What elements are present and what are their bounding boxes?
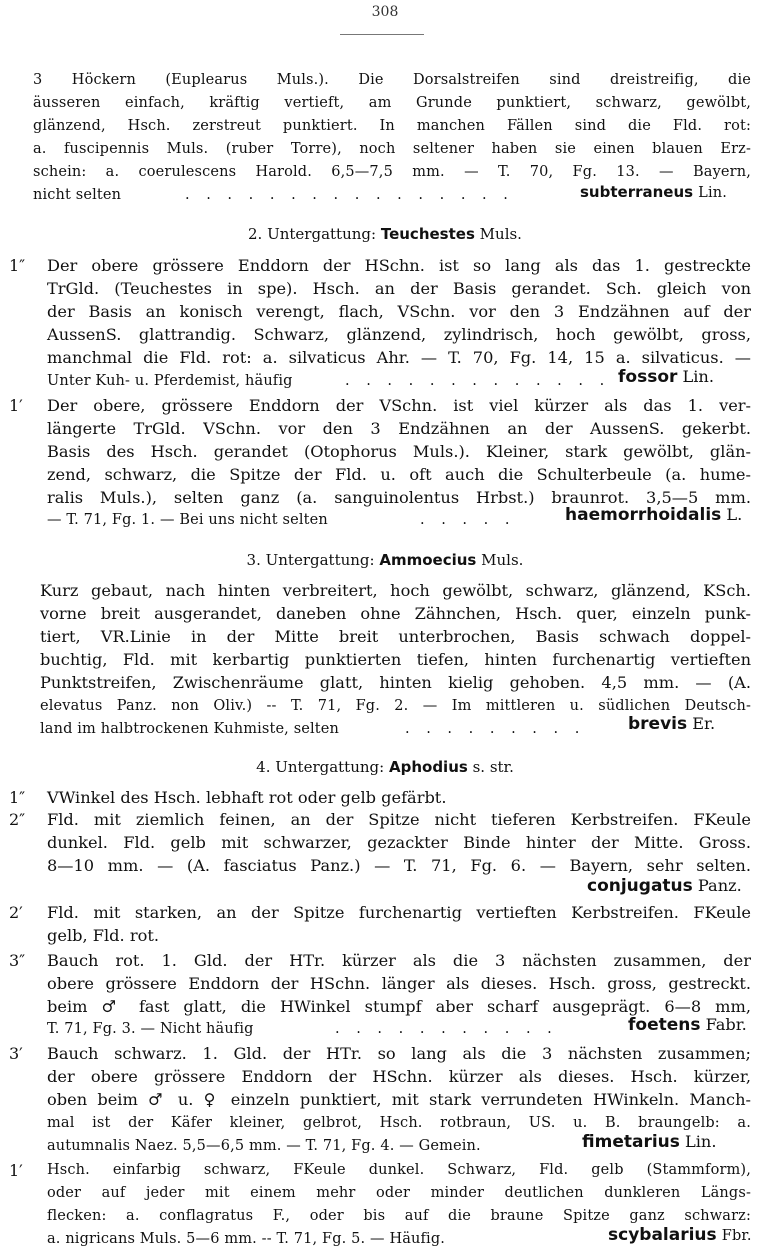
species-name: foetens [628,1015,701,1035]
entry-last-text: Unter Kuh- u. Pferdemist, häufig [47,373,293,389]
entry-line: Fld. mit starken, an der Spitze furchenartig vertieften Kerbstreifen. FKeule [47,903,751,922]
leader-dots: . . . . . . . . . [405,721,586,737]
entry-line: oder auf jeder mit einem mehr oder minder deutlichen dunkleren Längs- [47,1185,751,1201]
couplet-number: 2′ [9,903,23,922]
entry-line: Bauch rot. 1. Gld. der HTr. kürzer als die 3 nächsten zusammen, der [47,951,751,970]
entry-line: oben beim ♂ u. ♀ einzeln punktiert, mit stark verrundeten HWinkeln. Manch- [47,1090,751,1109]
subgenus-heading-teuchestes [0,227,770,242]
subgenus-name: Teuchestes [380,225,475,243]
species-name: brevis [628,714,688,734]
entry-line: Bauch schwarz. 1. Gld. der HTr. so lang als die 3 nächsten zusammen; [47,1044,751,1063]
leader-dots: . . . . . . . . . . . . . [345,373,611,389]
entry-line: gelb, Fld. rot. [47,926,159,945]
entry-line: der obere grössere Enddorn der HSchn. kürzer als dieses. Hsch. kürzer, [47,1067,751,1086]
intro-line: äusseren einfach, kräftig vertieft, am Grunde punktiert, schwarz, gewölbt, [33,95,751,111]
entry-line: TrGld. (Teuchestes in spe). Hsch. an der Basis gerandet. Sch. gleich von [47,279,751,298]
entry-line: buchtig, Fld. mit kerbartig punktierten tiefen, hinten furchenartig vertieften [40,650,751,669]
entry-line: manchmal die Fld. rot: a. silvaticus Ahr. — T. 70, Fg. 14, 15 a. silvaticus. — [47,348,751,367]
leader-dots: . . . . . [420,512,516,528]
couplet-number: 2″ [9,810,26,829]
leader-dots: . . . . . . . . . . . . . . . . [185,187,514,203]
species-author: L. [726,505,743,524]
species-name: scybalarius [608,1225,717,1245]
species-name: fimetarius [582,1132,680,1152]
couplet-number: 3″ [9,951,26,970]
entry-line: Der obere, grössere Enddorn der VSchn. ist viel kürzer als das 1. ver- [47,396,751,415]
entry-line: der Basis an konisch verengt, flach, VSchn. vor den 3 Endzähnen auf der [47,302,751,321]
entry-line: flecken: a. conflagratus F., oder bis auf die braune Spitze ganz schwarz: [47,1208,751,1224]
species-author: Lin. [698,185,727,201]
intro-line: schein: a. coerulescens Harold. 6,5—7,5 mm. — T. 70, Fg. 13. — Bayern, [33,164,751,180]
entry-line: VWinkel des Hsch. lebhaft rot oder gelb gefärbt. [47,788,447,807]
page-number-rule [340,34,424,35]
species-name: haemorrhoidalis [565,505,722,525]
entry-line: AussenS. glattrandig. Schwarz, glänzend, zylindrisch, hoch gewölbt, gross, [47,325,751,344]
couplet-number: 1′ [9,1161,23,1180]
entry-line: längerte TrGld. VSchn. vor den 3 Endzähnen an der AussenS. gekerbt. [47,419,751,438]
entry-last-text: T. 71, Fg. 3. — Nicht häufig [47,1021,254,1037]
species-author: Fbr. [721,1228,752,1244]
subgenus-name: Aphodius [388,758,468,776]
subgenus-prefix: 4. Untergattung: [256,758,385,776]
subgenus-author: Muls. [481,551,524,569]
species-name: conjugatus [587,876,693,896]
intro-line: glänzend, Hsch. zerstreut punktiert. In manchen Fällen sind die Fld. rot: [33,118,751,134]
couplet-number: 1″ [9,788,26,807]
entry-line: mal ist der Käfer kleiner, gelbrot, Hsch. rotbraun, US. u. B. braungelb: a. [47,1115,751,1131]
couplet-number: 1″ [9,256,26,275]
species-author: Er. [692,714,716,733]
entry-line: Fld. mit ziemlich feinen, an der Spitze nicht tieferen Kerbstreifen. FKeule [47,810,751,829]
entry-line: tiert, VR.Linie in der Mitte breit unterbrochen, Basis schwach doppel- [40,627,751,646]
entry-last-text: — T. 71, Fg. 1. — Bei uns nicht selten [47,512,328,528]
entry-line: Kurz gebaut, nach hinten verbreitert, hoch gewölbt, schwarz, glänzend, KSch. [40,581,751,600]
subgenus-prefix: 2. Untergattung: [248,225,377,243]
entry-line: elevatus Panz. non Oliv.) -- T. 71, Fg. 2. — Im mittleren u. südlichen Deutsch- [40,698,751,714]
entry-line: Basis des Hsch. gerandet (Otophorus Muls.). Kleiner, stark gewölbt, glän- [47,442,751,461]
subgenus-heading-aphodius [0,760,770,775]
leader-dots: . . . . . . . . . . . [335,1021,558,1037]
entry-last-text: autumnalis Naez. 5,5—6,5 mm. — T. 71, Fg. 4. — Gemein. [47,1138,481,1154]
subgenus-name: Ammoecius [379,551,477,569]
subgenus-author: s. str. [472,758,514,776]
couplet-number: 1′ [9,396,23,415]
entry-last-text: land im halbtrockenen Kuhmiste, selten [40,721,340,737]
entry-line: dunkel. Fld. gelb mit schwarzer, gezackter Binde hinter der Mitte. Gross. [47,833,751,852]
entry-line: beim ♂ fast glatt, die HWinkel stumpf aber scharf ausgeprägt. 6—8 mm, [47,997,751,1016]
entry-line: Der obere grössere Enddorn der HSchn. ist so lang als das 1. gestreckte [47,256,751,275]
species-author: Lin. [682,367,714,386]
intro-last-text: nicht selten [33,187,122,203]
subgenus-heading-ammoecius [0,553,770,568]
subgenus-prefix: 3. Untergattung: [246,551,375,569]
species-author: Lin. [684,1132,717,1151]
species-name: subterraneus [580,183,694,201]
entry-line: Punktstreifen, Zwischenräume glatt, hinten kielig gehoben. 4,5 mm. — (A. [40,673,751,692]
intro-line: a. fuscipennis Muls. (ruber Torre), noch seltener haben sie einen blauen Erz- [33,141,751,157]
subgenus-author: Muls. [479,225,522,243]
couplet-number: 3′ [9,1044,23,1063]
intro-line: 3 Höckern (Euplearus Muls.). Die Dorsalstreifen sind dreistreifig, die [33,72,751,88]
entry-line: ralis Muls.), selten ganz (a. sanguinolentus Hrbst.) braunrot. 3,5—5 mm. [47,488,751,507]
species-author: Fabr. [705,1015,747,1034]
species-name: fossor [618,367,678,387]
species-author: Panz. [697,876,742,895]
entry-last-text: a. nigricans Muls. 5—6 mm. -- T. 71, Fg. 5. — Häufig. [47,1231,446,1247]
page-number: 308 [371,4,399,20]
entry-line: zend, schwarz, die Spitze der Fld. u. oft auch die Schulterbeule (a. hume- [47,465,751,484]
entry-line: obere grössere Enddorn der HSchn. länger als dieses. Hsch. gross, gestreckt. [47,974,751,993]
entry-line: vorne breit ausgerandet, daneben ohne Zähnchen, Hsch. quer, einzeln punk- [40,604,751,623]
entry-line: Hsch. einfarbig schwarz, FKeule dunkel. Schwarz, Fld. gelb (Stammform), [47,1162,751,1178]
entry-line: 8—10 mm. — (A. fasciatus Panz.) — T. 71, Fg. 6. — Bayern, sehr selten. [47,856,751,875]
